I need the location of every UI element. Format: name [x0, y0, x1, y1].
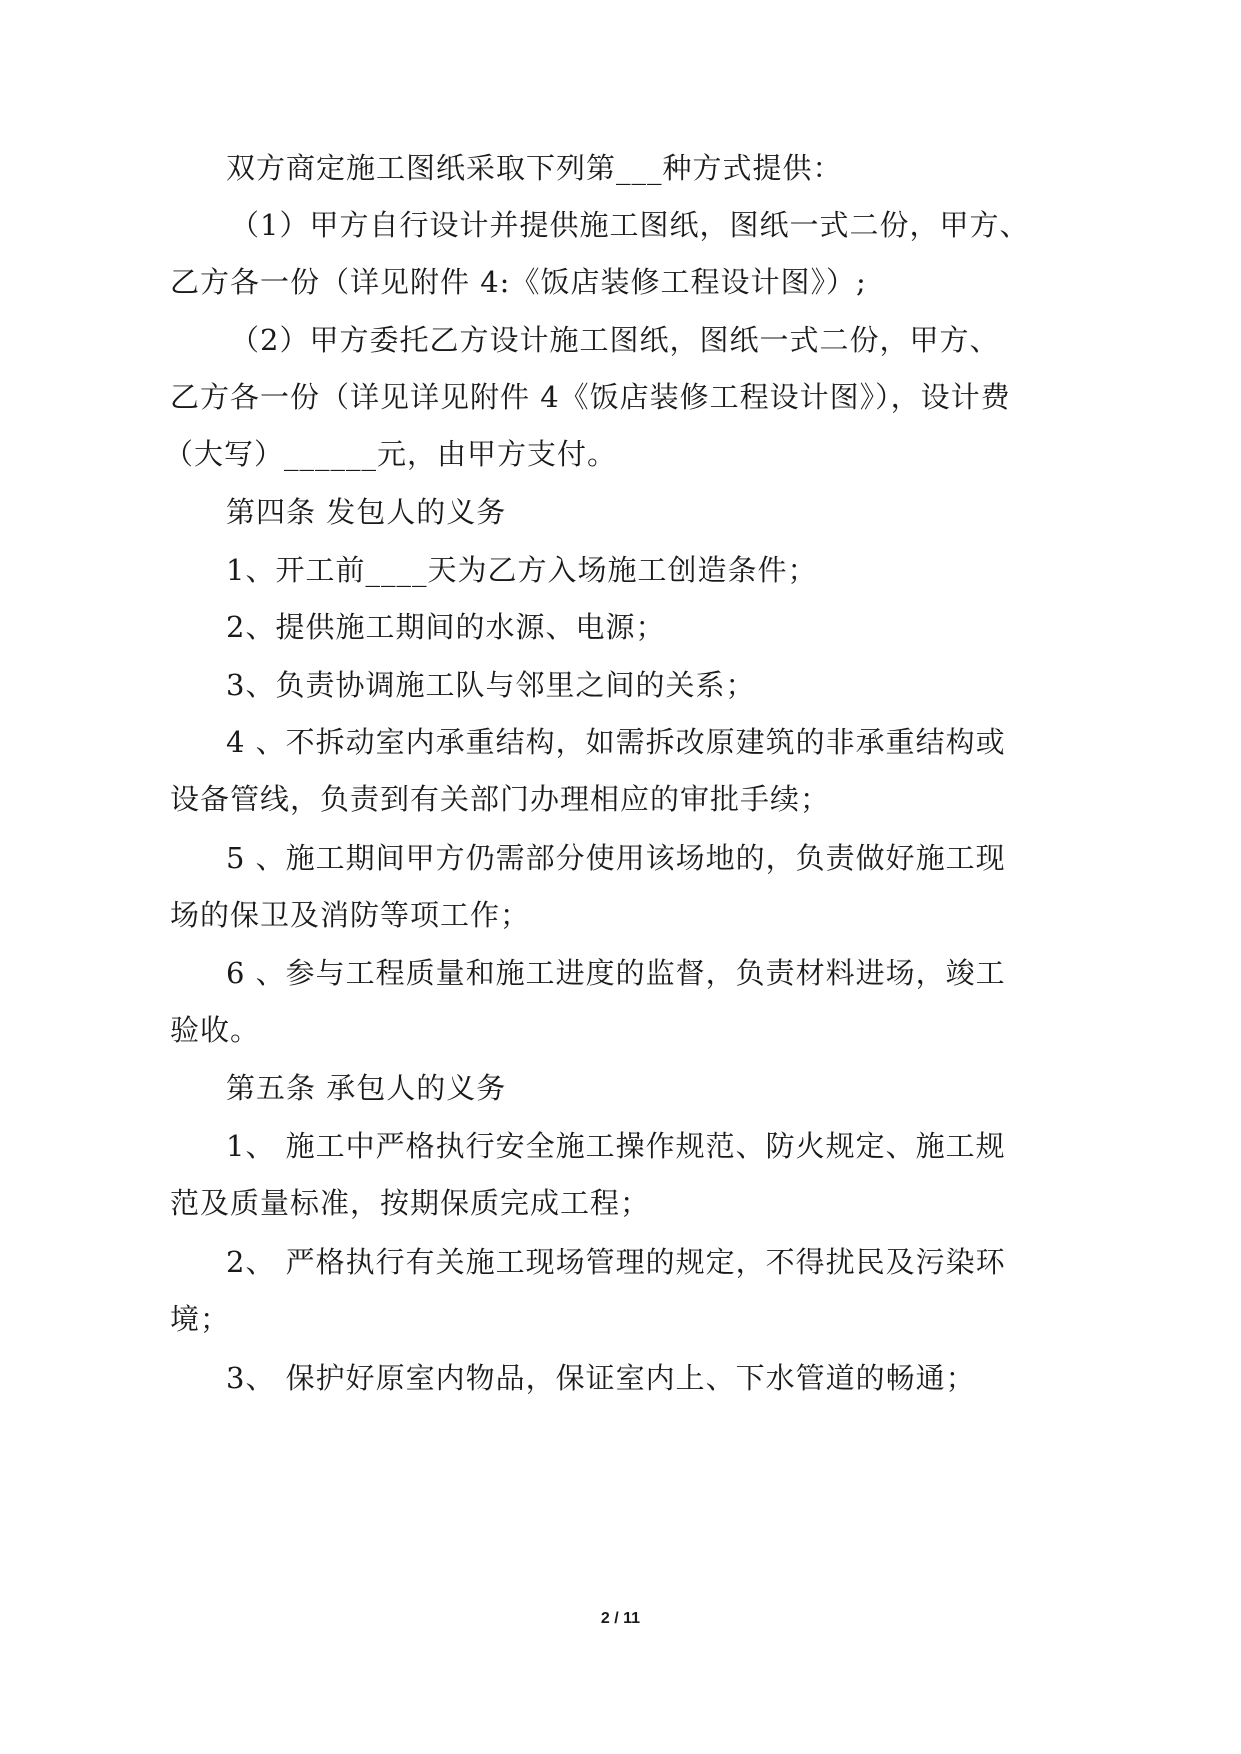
text-line: 3、 保护好原室内物品，保证室内上、下水管道的畅通； [226, 1361, 976, 1395]
text-line: 乙方各一份（详见详见附件 4《饭店装修工程设计图》），设计费 [170, 380, 1011, 414]
text-line: 乙方各一份（详见附件 4:《饭店装修工程设计图》）; [170, 265, 867, 299]
text-line: 3、负责协调施工队与邻里之间的关系； [226, 668, 756, 702]
section-heading: 第五条 承包人的义务 [226, 1071, 507, 1105]
text-line: 2、提供施工期间的水源、电源； [226, 610, 666, 644]
text-line: 双方商定施工图纸采取下列第___种方式提供： [226, 151, 843, 185]
text-line: 验收。 [170, 1013, 261, 1047]
text-line: （2）甲方委托乙方设计施工图纸，图纸一式二份，甲方、 [230, 323, 1000, 357]
text-line: 设备管线，负责到有关部门办理相应的审批手续； [170, 782, 831, 816]
text-line: 1、开工前____天为乙方入场施工创造条件； [226, 553, 818, 587]
page-number: 2 / 11 [600, 1610, 641, 1627]
text-line: 1、 施工中严格执行安全施工操作规范、防火规定、施工规 [226, 1129, 1006, 1163]
text-line: 6 、参与工程质量和施工进度的监督，负责材料进场，竣工 [226, 956, 1006, 990]
text-line: 4 、不拆动室内承重结构，如需拆改原建筑的非承重结构或 [226, 725, 1006, 759]
section-heading: 第四条 发包人的义务 [226, 495, 507, 529]
text-line: （1）甲方自行设计并提供施工图纸，图纸一式二份，甲方、 [230, 208, 1030, 242]
text-line: 境； [170, 1302, 231, 1336]
text-line: 范及质量标准，按期保质完成工程； [170, 1186, 651, 1220]
text-line: 5 、施工期间甲方仍需部分使用该场地的，负责做好施工现 [226, 841, 1006, 875]
text-line: （大写）______元，由甲方支付。 [164, 437, 618, 471]
text-line: 2、 严格执行有关施工现场管理的规定，不得扰民及污染环 [226, 1245, 1006, 1279]
text-line: 场的保卫及消防等项工作； [170, 898, 531, 932]
